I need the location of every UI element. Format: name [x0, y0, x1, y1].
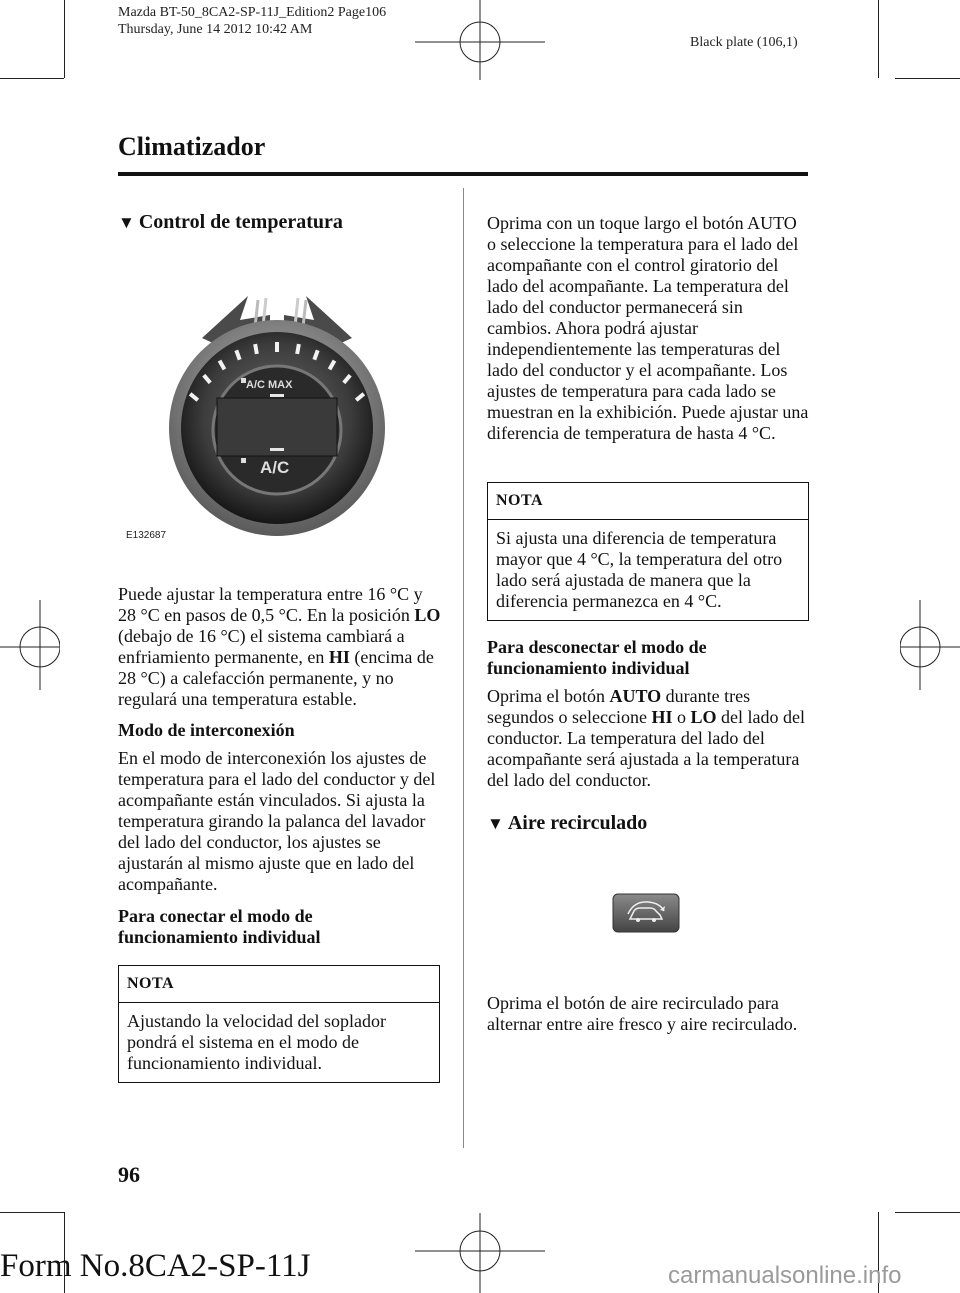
subheading-interconexion: Modo de interconexión — [118, 720, 295, 740]
page-number: 96 — [118, 1162, 140, 1187]
crop-mark — [895, 1212, 960, 1213]
lo-label: LO — [690, 707, 717, 727]
registration-mark-bottom — [415, 1213, 545, 1293]
paragraph-desconectar — [487, 686, 809, 791]
section-rule — [118, 172, 808, 176]
text-run: del lado del conductor. La temperatura del lado del acompañante será ajustada a la temperatura del lado del conductor. — [487, 707, 805, 790]
note-box-left — [118, 965, 440, 1083]
heading-control-temperatura — [118, 211, 343, 234]
note-title: NOTA — [119, 966, 439, 1003]
figure-code: E132687 — [126, 530, 167, 541]
watermark: carmanualsonline.info — [668, 1262, 902, 1289]
ac-max-label: A/C MAX — [246, 379, 293, 391]
note-title: NOTA — [488, 483, 808, 520]
hi-label: HI — [328, 647, 350, 667]
text-run: Oprima el botón — [487, 686, 605, 706]
text-run: (debajo de 16 °C) el sistema cambiará a enfriamiento permanente, en — [118, 626, 405, 667]
text-run: (encima de 28 °C) a calefacción permanente, y no regulará una temperatura estable. — [118, 647, 434, 709]
column-divider — [463, 188, 464, 1148]
heading-aire-recirculado — [487, 812, 647, 835]
crop-mark — [0, 1212, 64, 1213]
hi-label: HI — [651, 707, 673, 727]
section-title: Climatizador — [118, 132, 266, 161]
crop-mark — [0, 78, 64, 79]
note-body: Si ajusta una diferencia de temperatura mayor que 4 °C, la temperatura del otro lado será ajustada de manera que la diferencia permanezca en 4 °C. — [496, 528, 783, 611]
lo-label: LO — [414, 605, 441, 625]
paragraph-individual-mode: Oprima con un toque largo el botón AUTO o seleccione la temperatura para el lado del acompañante con el control giratorio del lado del acompañante. La temperatura del lado del conductor permanecerá sin cambios. Ahora podrá ajustar independientemente las temperaturas del lado del conductor y el acompañante. Los ajustes de temperatura para cada lado se muestran en la exhibición. Puede ajustar una diferencia de temperatura de hasta 4 °C. — [487, 213, 809, 443]
subheading-desconectar: Para desconectar el modo de funcionamiento individual — [487, 637, 707, 678]
heading-text: Aire recirculado — [507, 812, 648, 834]
temperature-dial-figure — [120, 280, 450, 545]
text-run: durante tres segundos o seleccione — [487, 686, 751, 727]
recirculation-button-icon — [612, 893, 680, 933]
note-body: Ajustando la velocidad del soplador pondrá el sistema en el modo de funcionamiento individual. — [127, 1011, 386, 1073]
text-run: Puede ajustar la temperatura entre 16 °C y 28 °C en pasos de 0,5 °C. En la posición — [118, 584, 423, 625]
registration-mark-right — [900, 600, 960, 690]
print-header-line2: Thursday, June 14 2012 10:42 AM — [118, 22, 313, 37]
text-run: o — [676, 707, 686, 727]
triangle-bullet-icon: ▼ — [487, 813, 504, 833]
crop-mark — [64, 0, 65, 78]
print-header-right: Black plate (106,1) — [690, 35, 798, 50]
registration-mark-left — [0, 600, 60, 690]
auto-label: AUTO — [609, 686, 662, 706]
paragraph-temperature-range — [118, 584, 444, 710]
paragraph-aire-recirculado: Oprima el botón de aire recirculado para alternar entre aire fresco y aire recirculado. — [487, 993, 798, 1034]
triangle-bullet-icon: ▼ — [118, 212, 135, 232]
print-header-line1: Mazda BT-50_8CA2-SP-11J_Edition2 Page106 — [118, 5, 387, 20]
crop-mark — [895, 78, 960, 79]
crop-mark — [878, 0, 879, 78]
note-box-right — [487, 482, 809, 621]
registration-mark-top — [415, 0, 545, 80]
heading-text: Control de temperatura — [138, 211, 343, 233]
ac-label: A/C — [260, 458, 290, 477]
form-number: Form No.8CA2-SP-11J — [0, 1248, 311, 1284]
paragraph-interconexion: En el modo de interconexión los ajustes de temperatura para el lado del conductor y del acompañante están vinculados. Si ajusta la temperatura girando la palanca del lavador del lado del conductor, los ajustes se ajustarán al mismo ajuste que en lado del acompañante. — [118, 748, 436, 894]
print-header-left — [118, 4, 386, 38]
subheading-conectar: Para conectar el modo de funcionamiento individual — [118, 906, 321, 947]
